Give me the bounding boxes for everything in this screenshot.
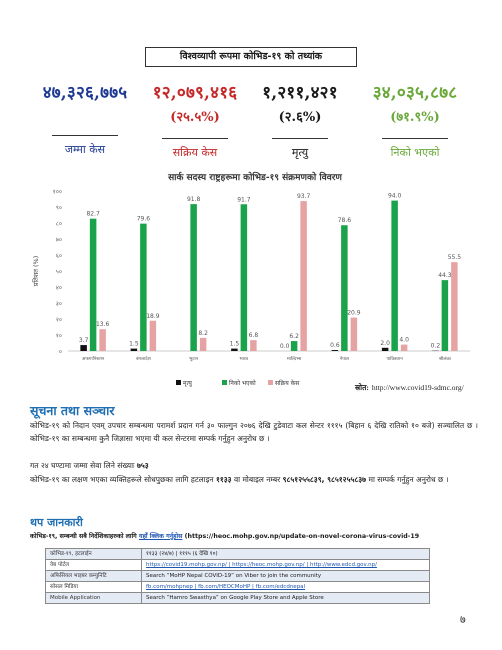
social-media-links[interactable]: fb.com/mohpnep | fb.com/HEOCMoHP | fb.com/edcdnepal: [146, 584, 306, 590]
y-tick-label: ३०: [55, 300, 62, 308]
y-tick-label: ६०: [55, 252, 62, 260]
legend-swatch: [222, 380, 227, 385]
data-label: 6.2: [289, 333, 299, 341]
legend-label: मृत्यु: [183, 380, 192, 387]
row-value[interactable]: [142, 560, 430, 571]
stat-recovered: [360, 80, 470, 160]
total-cases-label: जम्मा केस: [64, 143, 106, 156]
data-label: 0.6: [330, 342, 340, 350]
legend-swatch: [176, 380, 181, 385]
divider: [162, 138, 228, 139]
bar-recovered: [391, 201, 398, 351]
y-axis-label: प्रतिशत (%): [32, 255, 40, 287]
recovered-number: ३४,०३५,८७८: [372, 83, 458, 103]
bar-active: [300, 201, 307, 351]
total-cases-percent: [30, 107, 140, 122]
data-label: 79.6: [136, 215, 151, 223]
recovered-percent: (७१.९%): [390, 110, 440, 125]
bar-active: [451, 262, 458, 351]
bar-recovered: [241, 204, 248, 351]
row-value: Search “MoHP Nepal COVID-19” on Viber to join the community: [142, 571, 430, 582]
bar-active: [200, 338, 207, 351]
data-label: 20.9: [347, 309, 361, 317]
x-tick-label: बंगलादेश: [135, 357, 151, 362]
data-label: 91.8: [186, 196, 201, 204]
legend-swatch: [268, 380, 273, 385]
data-label: 78.6: [337, 217, 352, 225]
table-row: [46, 593, 430, 604]
y-tick-label: १०: [55, 332, 62, 340]
row-key: कोभिड-१९, हटलाईन: [46, 549, 142, 560]
table-row: [46, 571, 430, 582]
bar-active: [250, 340, 257, 351]
x-tick-label: माल्दिभ्स: [286, 357, 302, 362]
row-key: अफिसियल भाइबर कम्युनिटि: [46, 571, 142, 582]
legend-label: निको भएको: [229, 380, 256, 387]
row-key: Mobile Application: [46, 593, 142, 604]
stat-deaths: [250, 80, 350, 160]
data-label: 44.3: [438, 272, 452, 280]
page-number: ७: [460, 613, 466, 626]
guidelines-text: कोभिड-१९, सम्बन्धी सबै निर्देशिकाहरुको लागि: [30, 533, 137, 540]
x-tick-label: श्रीलंका: [438, 357, 451, 362]
source-label: स्रोत:: [355, 383, 369, 392]
data-label: 3.7: [78, 337, 89, 345]
divider: [52, 135, 118, 136]
y-tick-label: ८०: [55, 220, 62, 228]
row-value[interactable]: [142, 582, 430, 593]
bar-deaths: [131, 349, 138, 351]
x-tick-label: पाकिस्तान: [386, 357, 403, 362]
y-tick-label: १००: [52, 188, 62, 196]
x-tick-label: नेपाल: [339, 357, 350, 362]
data-label: 0.2: [430, 342, 441, 350]
bar-recovered: [291, 341, 298, 351]
more-info-heading: थप जानकारी: [30, 516, 83, 529]
deaths-label: मृत्यु: [291, 146, 309, 159]
guidelines-link[interactable]: यहाँ क्लिक गर्नुहोस: [138, 533, 183, 540]
hotline-text: वा मोबाइल नम्बर: [233, 475, 281, 484]
contact-info-table: [45, 548, 430, 604]
call-center-paragraph: कोभिड-१९ को निदान एवम् उपचार सम्बन्धमा परामर्श प्रदान गर्न ३० फाल्गुन २०७६ देखि टुडेवाटा कल सेन्टर १११५ (बिहान ६ देखि रातिको १० बजे) सञ्चालित छ । कोभिड-१९ का सम्बन्धमा कुनै जिज्ञासा भएमा यी कल सेन्टरमा सम्पर्क गर्नुहुन अनुरोध छ ।: [30, 421, 478, 443]
x-tick-label: भुटान: [189, 357, 199, 362]
data-label: 6.8: [248, 332, 259, 340]
y-tick-label: ५०: [55, 268, 62, 276]
service-count-label: गत २४ घण्टामा जम्मा सेवा लिने संख्याः: [30, 461, 135, 470]
bar-recovered: [341, 225, 348, 351]
service-count-value: ७५३: [136, 461, 149, 470]
bar-recovered: [442, 280, 449, 351]
data-label: 82.7: [86, 210, 100, 218]
active-cases-percent: (२५.५%): [170, 110, 220, 125]
page-title: विश्वव्यापी रूपमा कोभिड-१९ को तथ्यांक: [145, 47, 357, 67]
bar-deaths: [231, 349, 238, 351]
data-label: 94.0: [387, 192, 402, 200]
row-value: Search “Hamro Swasthya” on Google Play Store and Apple Store: [142, 593, 430, 604]
data-label: 55.5: [447, 254, 462, 262]
data-label: 1.5: [229, 340, 240, 348]
guidelines-url[interactable]: (https://heoc.mohp.gov.np/update-on-novel-corona-virus-covid-19: [184, 533, 420, 540]
source-citation: [355, 383, 464, 393]
hotline-text: कोभिड-१९ का लक्षण भएका व्यक्तिहरूले सोधपुछका लागि हटलाइन: [30, 475, 214, 484]
bar-deaths: [80, 345, 87, 351]
row-key: वेब पोर्टल: [46, 560, 142, 571]
source-url[interactable]: http://www.covid19-sdmc.org/: [371, 383, 464, 392]
bar-recovered: [140, 224, 147, 351]
data-label: 93.7: [296, 193, 311, 201]
data-label: 13.6: [95, 321, 110, 329]
hotline-paragraph: [30, 474, 478, 487]
bar-active: [401, 345, 408, 351]
divider: [382, 138, 448, 139]
stat-total-cases: [30, 80, 140, 157]
chart-title: सार्क सदस्य राष्ट्रहरूमा कोभिड-१९ संक्रमणको विवरण: [168, 173, 342, 183]
table-row: [46, 582, 430, 593]
data-label: 8.2: [198, 329, 208, 337]
y-tick-label: ०: [58, 348, 62, 356]
divider: [272, 138, 328, 139]
bar-active: [150, 321, 157, 351]
y-tick-label: ९०: [55, 204, 62, 212]
bar-deaths: [332, 350, 339, 351]
saarc-covid-bar-chart: [30, 183, 480, 395]
data-label: 4.0: [399, 336, 409, 344]
y-tick-label: ४०: [55, 284, 62, 292]
deaths-number: १,२११,४२१: [262, 83, 338, 103]
x-tick-label: अफगानिस्तान: [82, 357, 105, 362]
mobile-numbers: ९८५१२५५८३९, ९८५१२५५८३७: [282, 475, 367, 484]
bar-active: [99, 329, 106, 351]
guidelines-line: [30, 531, 419, 544]
deaths-percent: (२.६%): [278, 110, 322, 125]
bar-recovered: [190, 204, 197, 351]
table-row: [46, 560, 430, 571]
legend-label: सक्रिय केस: [275, 380, 300, 387]
data-label: 18.9: [146, 312, 160, 320]
bar-active: [351, 318, 358, 351]
y-tick-label: २०: [55, 316, 62, 324]
data-label: 91.7: [237, 196, 251, 204]
service-count-line: [30, 460, 478, 473]
active-cases-number: १२,०७९,४१६: [152, 83, 238, 103]
recovered-label: निको भएको: [390, 146, 440, 159]
bar-deaths: [382, 348, 389, 351]
y-tick-label: ७०: [55, 236, 62, 244]
data-label: 1.5: [129, 340, 139, 348]
hotline-number: ११३३: [215, 475, 232, 484]
table-row: [46, 549, 430, 560]
row-key: सोसल मिडिया: [46, 582, 142, 593]
stat-active-cases: [140, 80, 250, 160]
row-value: ११३३ (२४/७) | १११५ (६ देखि १०): [142, 549, 430, 560]
web-portal-links[interactable]: https://covid19.mohp.gov.np/ | https://heoc.mohp.gov.np/ | http://www.edcd.gov.np/: [146, 562, 377, 568]
data-label: 2.0: [380, 339, 390, 347]
info-heading: सूचना तथा सञ्चार: [30, 403, 115, 418]
hotline-text: मा सम्पर्क गर्नुहुन अनुरोध छ ।: [368, 475, 449, 484]
active-cases-label: सक्रिय केस: [172, 146, 218, 159]
bar-recovered: [90, 219, 97, 351]
x-tick-label: भारत: [239, 357, 249, 362]
total-cases-number: ४७,३२६,७७५: [42, 83, 128, 103]
data-label: 0.0: [279, 343, 290, 350]
